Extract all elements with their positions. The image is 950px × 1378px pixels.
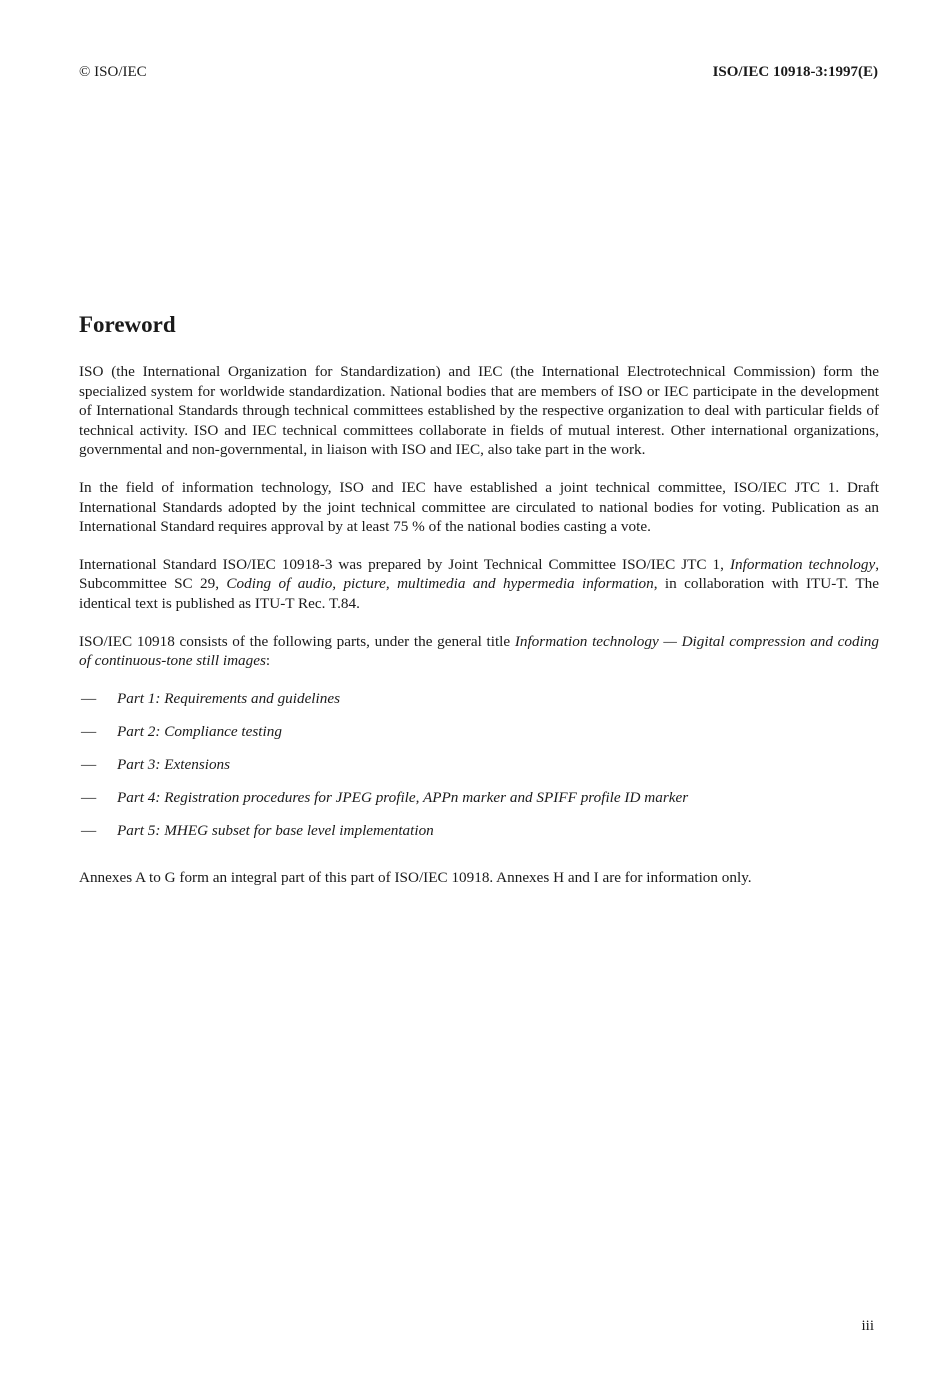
list-dash: —	[81, 722, 97, 740]
paragraph-preparation-italic-2: Coding of audio, picture, multimedia and hypermedia information	[226, 575, 654, 593]
header-copyright: © ISO/IEC	[79, 64, 147, 80]
list-dash: —	[81, 689, 97, 707]
paragraph-parts-intro-text-2: :	[265, 652, 271, 670]
part-label: Part 5: MHEG subset for base level implementation	[117, 821, 434, 839]
part-label: Part 1: Requirements and guidelines	[117, 689, 340, 707]
paragraph-parts-intro-text-1: ISO/IEC 10918 consists of the following parts, under the general title	[79, 632, 515, 650]
list-item	[79, 722, 879, 755]
paragraph-annexes: Annexes A to G form an integral part of this part of ISO/IEC 10918. Annexes H and I are for information only.	[79, 868, 752, 886]
list-item	[79, 755, 879, 788]
page-title: Foreword	[79, 312, 176, 337]
list-item	[79, 689, 879, 722]
part-label: Part 4: Registration procedures for JPEG profile, APPn marker and SPIFF profile ID marker	[117, 788, 689, 806]
paragraph-jtc1: In the field of information technology, ISO and IEC have established a joint technical committee, ISO/IEC JTC 1. Draft International Standards adopted by the joint technical committee are circulated to national bodies for voting. Publication as an International Standard requires approval by at least 75 % of the national bodies casting a vote.	[79, 478, 879, 536]
header-standard-number: ISO/IEC 10918-3:1997(E)	[712, 64, 878, 80]
list-item	[79, 788, 879, 821]
paragraph-preparation-text-2: , Subcommittee SC 29,	[79, 555, 879, 593]
paragraph-preparation-text-1: International Standard ISO/IEC 10918-3 was prepared by Joint Technical Committee ISO/IEC JTC 1,	[79, 555, 730, 573]
parts-list	[79, 689, 879, 854]
paragraph-preparation	[79, 555, 879, 614]
part-label: Part 3: Extensions	[117, 755, 231, 773]
paragraph-preparation-text-3: , in collaboration with ITU-T. The identical text is published as ITU-T Rec. T.84.	[79, 575, 879, 612]
list-dash: —	[81, 755, 97, 773]
list-item	[79, 821, 879, 854]
paragraph-preparation-italic-1: Information technology	[729, 555, 876, 573]
paragraph-parts-intro	[79, 632, 879, 671]
page-number: iii	[861, 1318, 874, 1334]
foreword-body	[79, 362, 879, 905]
list-dash: —	[81, 788, 97, 806]
paragraph-parts-intro-italic: Information technology — Digital compression and coding of continuous-tone still images	[79, 632, 879, 670]
paragraph-organizations: ISO (the International Organization for Standardization) and IEC (the International Electrotechnical Commission) form the specialized system for worldwide standardization. National bodies that are members of ISO or IEC participate in the development of International Standards through technical committees established by the respective organization to deal with particular fields of technical activity. ISO and IEC technical committees collaborate in fields of mutual interest. Other international organizations, governmental and non-governmental, in liaison with ISO and IEC, also take part in the work.	[79, 363, 879, 459]
list-dash: —	[81, 821, 97, 839]
part-label: Part 2: Compliance testing	[117, 722, 282, 740]
